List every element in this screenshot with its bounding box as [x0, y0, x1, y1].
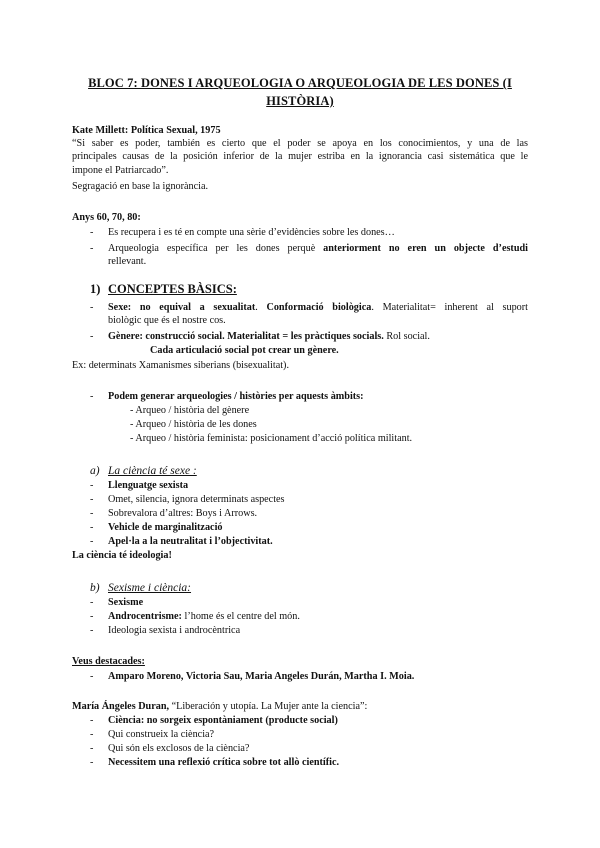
sub-item-3: - Arqueo / història feminista: posicionament d’acció política militant. [130, 433, 413, 444]
anys-heading: Anys 60, 70, 80: [72, 212, 141, 223]
sexe-line-2: biològic que és el nostre cos. [108, 315, 226, 326]
bullet-dash: - [90, 597, 94, 608]
bullet-dash: - [90, 743, 94, 754]
genere-line [108, 330, 430, 343]
millett-heading: Kate Millett: Política Sexual, 1975 [72, 125, 221, 136]
bullet-dash: - [90, 243, 94, 254]
section-letter-a: a) [90, 465, 100, 477]
duran-item-4: Necessitem una reflexió crítica sobre tot allò científic. [108, 757, 340, 768]
podem-line: Podem generar arqueologies / històries per aquests àmbits: [108, 391, 364, 402]
anys-item-2-text: Arqueologia específica per les dones perquè [108, 243, 324, 254]
title-line-2: HISTÒRIA) [266, 94, 334, 108]
androcentrisme-bold: Androcentrisme: [108, 611, 182, 622]
ciencia-item-2: Omet, silencia, ignora determinats aspectes [108, 494, 285, 505]
sexe-definition-bold: Sexe: no equival a sexualitat [108, 302, 256, 313]
millett-quote-line-3: impone el Patriarcado”. [72, 165, 169, 176]
bullet-dash: - [90, 302, 94, 313]
sub-item-2: - Arqueo / història de les dones [130, 419, 257, 430]
duran-item-2: Qui construeix la ciència? [108, 729, 215, 740]
anys-item-2-bold: anteriorment no eren un objecte d’estudi [323, 243, 528, 254]
section-letter-b: b) [90, 582, 100, 594]
sexisme-item-2 [108, 610, 300, 623]
bullet-dash: - [90, 480, 94, 491]
ciencia-item-3: Sobrevalora d’altres: Boys i Arrows. [108, 508, 258, 519]
sexe-biological-bold: Conformació biològica [266, 302, 372, 313]
ciencia-item-1: Llenguatge sexista [108, 480, 189, 491]
bullet-dash: - [90, 671, 94, 682]
genere-rest: Rol social. [383, 331, 430, 342]
millett-note: Segragació en base la ignorància. [72, 181, 209, 192]
ciencia-item-4: Vehicle de marginalització [108, 522, 223, 533]
duran-book: “Liberación y utopía. La Mujer ante la ciencia”: [169, 701, 368, 712]
anys-item-2-line-1 [108, 242, 528, 255]
document-title [70, 74, 530, 110]
millett-quote-line-2: principales causas de la posición inferior de la mujer estriba en la ignorancia casi sistemática que le [72, 151, 528, 162]
veus-heading: Veus destacades: [72, 656, 145, 667]
millett-quote-line-1: “Si saber es poder, también es cierto que el poder se apoya en los conocimientos, y una de las [72, 138, 528, 149]
anys-item-2-line-2: rellevant. [108, 256, 147, 267]
articulacio-line: Cada articulació social pot crear un gènere. [150, 345, 339, 356]
sexisme-item-3: Ideologia sexista i androcèntrica [108, 625, 241, 636]
example-line: Ex: determinats Xamanismes siberians (bisexualitat). [72, 360, 289, 371]
ciencia-item-5: Apel·la a la neutralitat i l’objectivitat. [108, 536, 273, 547]
sexe-materiality: . Materialitat= inherent al suport [371, 302, 529, 313]
sub-item-1: - Arqueo / història del gènere [130, 405, 250, 416]
bullet-dash: - [90, 715, 94, 726]
ciencia-heading: La ciència té sexe : [108, 465, 197, 477]
bullet-dash: - [90, 391, 94, 402]
sexisme-item-1: Sexisme [108, 597, 144, 608]
bullet-dash: - [90, 508, 94, 519]
duran-item-1: Ciència: no sorgeix espontàniament (producte social) [108, 715, 338, 726]
bullet-dash: - [90, 536, 94, 547]
duran-name: María Ángeles Duran, [72, 701, 170, 712]
conceptes-heading: CONCEPTES BÀSICS: [108, 282, 237, 296]
duran-item-3: Qui són els exclosos de la ciència? [108, 743, 250, 754]
bullet-dash: - [90, 729, 94, 740]
veus-item-1: Amparo Moreno, Victoria Sau, Maria Angeles Durán, Martha I. Moia. [108, 671, 415, 682]
sexe-line-1 [108, 301, 528, 314]
sexisme-heading: Sexisme i ciència: [108, 582, 192, 594]
bullet-dash: - [90, 757, 94, 768]
bullet-dash: - [90, 522, 94, 533]
sexe-separator: . [255, 302, 267, 313]
ciencia-conclusion: La ciència té ideologia! [72, 550, 172, 561]
section-number-1: 1) [90, 282, 101, 296]
bullet-dash: - [90, 625, 94, 636]
bullet-dash: - [90, 227, 94, 238]
androcentrisme-rest: l’home és el centre del món. [181, 611, 300, 622]
genere-bold: Gènere: construcció social. Materialitat = les pràctiques socials. [108, 331, 384, 342]
bullet-dash: - [90, 494, 94, 505]
title-line-1: BLOC 7: DONES I ARQUEOLOGIA O ARQUEOLOGIA DE LES DONES (I [88, 76, 512, 90]
bullet-dash: - [90, 611, 94, 622]
duran-heading [72, 700, 367, 713]
anys-item-1: Es recupera i es té en compte una sèrie d’evidències sobre les dones… [108, 227, 395, 238]
bullet-dash: - [90, 331, 94, 342]
